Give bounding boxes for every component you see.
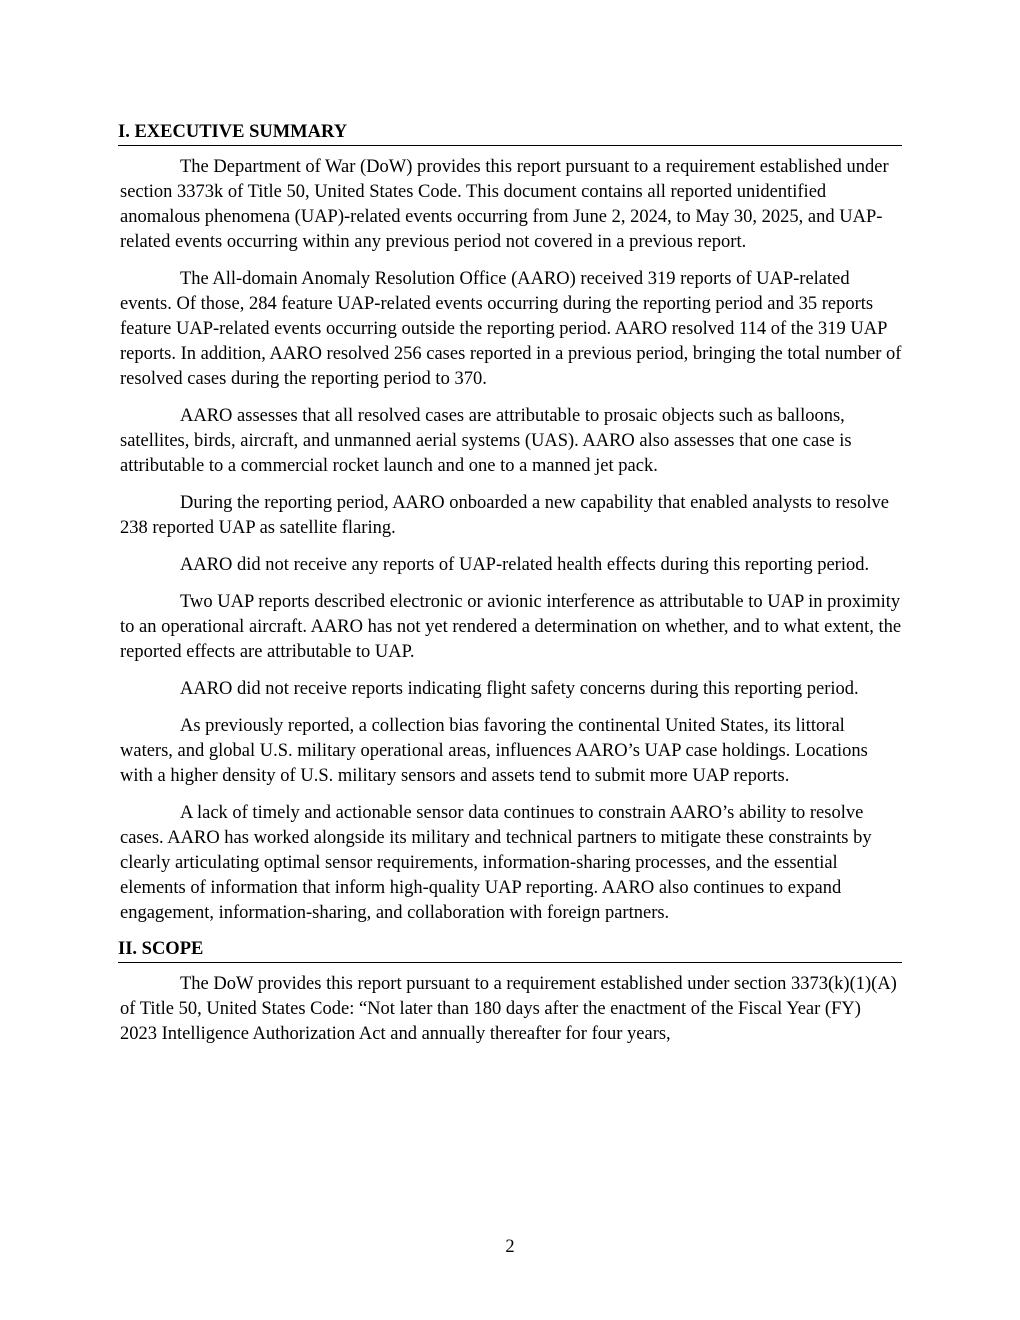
section-heading: II. SCOPE [118,938,902,963]
paragraph: The Department of War (DoW) provides this report pursuant to a requirement established under section 3373k of Title 50, United States Code. This document contains all reported unidentified anomalous phenomena (UAP)-related events occurring from June 2, 2024, to May 30, 2025, and UAP-related events occurring within any previous period not covered in a previous report. [120,157,889,252]
section-scope [120,938,902,1047]
paragraph: AARO did not receive any reports of UAP-related health effects during this reporting period. [180,555,870,575]
paragraph: The All-domain Anomaly Resolution Office (AARO) received 319 reports of UAP-related events. Of those, 284 feature UAP-related events occurring during the reporting period and 35 reports feature UAP-related events occurring outside the reporting period. AARO resolved 114 of the 319 UAP reports. In addition, AARO resolved 256 cases reported in a previous period, bringing the total number of resolved cases during the reporting period to 370. [120,269,902,389]
paragraph: Two UAP reports described electronic or avionic interference as attributable to UAP in proximity to an operational aircraft. AARO has not yet rendered a determination on whether, and to what extent, the reported effects are attributable to UAP. [120,592,902,662]
paragraph: AARO did not receive reports indicating flight safety concerns during this reporting period. [180,679,859,699]
page-number: 2 [505,1237,515,1257]
document-page [120,121,902,1059]
paragraph: As previously reported, a collection bias favoring the continental United States, its littoral waters, and global U.S. military operational areas, influences AARO’s UAP case holdings. Locations with a higher density of U.S. military sensors and assets tend to submit more UAP reports. [120,716,868,786]
section-executive-summary [120,121,902,926]
paragraph: A lack of timely and actionable sensor data continues to constrain AARO’s ability to resolve cases. AARO has worked alongside its military and technical partners to mitigate these constraints by clearly articulating optimal sensor requirements, information-sharing processes, and the essential elements of information that inform high-quality UAP reporting. AARO also continues to expand engagement, information-sharing, and collaboration with foreign partners. [120,803,872,923]
section-heading: I. EXECUTIVE SUMMARY [118,121,902,146]
paragraph: AARO assesses that all resolved cases are attributable to prosaic objects such as balloons, satellites, birds, aircraft, and unmanned aerial systems (UAS). AARO also assesses that one case is attributable to a commercial rocket launch and one to a manned jet pack. [120,406,852,476]
paragraph: The DoW provides this report pursuant to a requirement established under section 3373(k)(1)(A) of Title 50, United States Code: “Not later than 180 days after the enactment of the Fiscal Year (FY) 2023 Intelligence Authorization Act and annually thereafter for four years, [120,974,897,1044]
paragraph: During the reporting period, AARO onboarded a new capability that enabled analysts to resolve 238 reported UAP as satellite flaring. [120,493,889,538]
